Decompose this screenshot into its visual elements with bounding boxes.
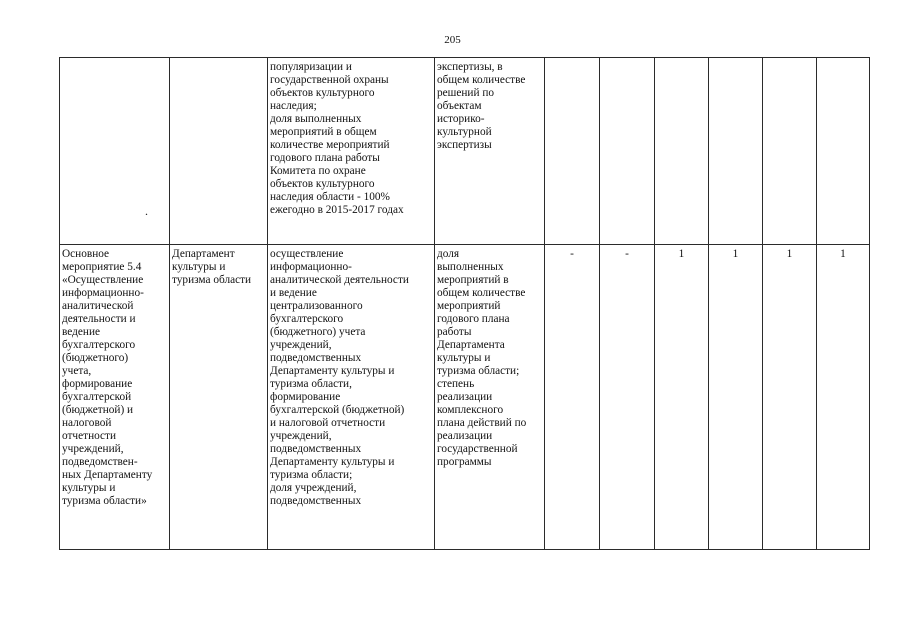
indicator-cell: доля выполненных мероприятий в общем количестве мероприятий годового плана работы Департамента культуры и туризма области; степень реализации комплексного плана действий по реализации государственной программы <box>435 245 545 550</box>
measure-name-cell: Основное мероприятие 5.4 «Осуществление информационно- аналитической деятельности и ведение бухгалтерского (бюджетного) учета, формирование бухгалтерской (бюджетной) и налоговой отчетности учреждений, подведомствен- ных Департаменту культуры и туризма области» <box>60 245 170 550</box>
value-cell: 1 <box>817 245 870 550</box>
value-cell: - <box>600 245 655 550</box>
value-cell <box>545 58 600 245</box>
value-cell: 1 <box>655 245 709 550</box>
program-table <box>59 57 870 550</box>
value-cell <box>600 58 655 245</box>
indicator-cell: экспертизы, в общем количестве решений по объектам историко- культурной экспертизы <box>435 58 545 245</box>
page-number: 205 <box>444 34 461 46</box>
value-cell: 1 <box>709 245 763 550</box>
expected-result-cell: осуществление информационно- аналитической деятельности и ведение централизованного бухгалтерского (бюджетного) учета учреждений, подведомственных Департаменту культуры и туризма области, формирование бухгалтерской (бюджетной) и налоговой отчетности учреждений, подведомственных Департаменту культуры и туризма области; доля учреждений, подведомственных <box>268 245 435 550</box>
value-cell <box>763 58 817 245</box>
table-row <box>60 245 870 550</box>
stray-mark: . <box>145 204 148 218</box>
value-cell: - <box>545 245 600 550</box>
responsible-cell <box>170 58 268 245</box>
value-cell <box>655 58 709 245</box>
expected-result-cell: популяризации и государственной охраны объектов культурного наследия; доля выполненных мероприятий в общем количестве мероприятий годового плана работы Комитета по охране объектов культурного наследия области - 100% ежегодно в 2015-2017 годах <box>268 58 435 245</box>
responsible-cell: Департамент культуры и туризма области <box>170 245 268 550</box>
table-row <box>60 58 870 245</box>
value-cell <box>817 58 870 245</box>
value-cell: 1 <box>763 245 817 550</box>
value-cell <box>709 58 763 245</box>
measure-name-cell <box>60 58 170 245</box>
